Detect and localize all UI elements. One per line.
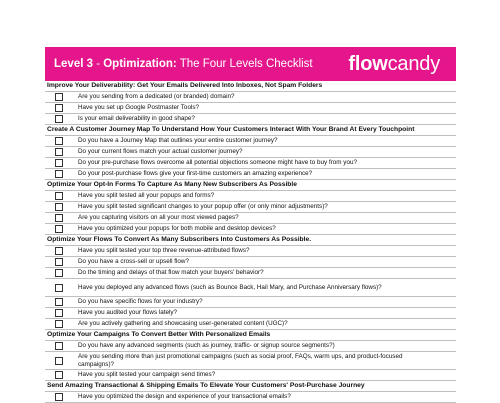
checklist-item-text: Are you sending from a dedicated (or branded) domain? xyxy=(78,93,235,101)
checkbox[interactable] xyxy=(55,258,63,266)
title-separator: - xyxy=(93,58,104,70)
checklist-item xyxy=(45,103,456,114)
logo-flow: flow xyxy=(348,52,388,75)
checklist-item-text: Are you capturing visitors on all your most viewed pages? xyxy=(78,214,239,222)
checklist-item-text: Do you have a cross-sell or upsell flow? xyxy=(78,258,189,266)
section-heading: Optimize Your Opt-In Forms To Capture As Many New Subscribers As Possible xyxy=(45,180,456,191)
checklist-item xyxy=(45,370,456,381)
checkbox[interactable] xyxy=(55,298,63,306)
checklist-item-text: Is your email deliverability in good shape? xyxy=(78,115,195,123)
checklist-item-text: Are you sending more than just promotional campaigns (such as social proof, FAQs, warm ups, and product-focused campaigns)? xyxy=(78,353,403,368)
section-heading: Improve Your Deliverability: Get Your Emails Delivered Into Inboxes, Not Spam Folders xyxy=(45,81,456,92)
checkbox[interactable] xyxy=(55,104,63,112)
section-heading: Create A Customer Journey Map To Understand How Your Customers Interact With Your Brand At Every Touchpoint xyxy=(45,125,456,136)
checklist-item xyxy=(45,191,456,202)
section-heading: Optimize Your Flows To Convert As Many Subscribers Into Customers As Possible. xyxy=(45,235,456,246)
checkbox[interactable] xyxy=(55,137,63,145)
checkbox[interactable] xyxy=(55,170,63,178)
checkbox[interactable] xyxy=(55,93,63,101)
section-heading: Optimize Your Campaigns To Convert Better With Personalized Emails xyxy=(45,330,456,341)
checkbox[interactable] xyxy=(55,148,63,156)
checkbox[interactable] xyxy=(55,309,63,317)
checklist-item xyxy=(45,158,456,169)
flowcandy-logo xyxy=(348,53,440,76)
checklist-item-text: Have you deployed any advanced flows (such as Bounce Back, Hail Mary, and Purchase Anniversary flows)? xyxy=(78,283,382,291)
checklist-item-text: Do your pre-purchase flows overcome all potential objections someone might have to buy from you? xyxy=(78,159,357,167)
checklist-item xyxy=(45,257,456,268)
checkbox[interactable] xyxy=(55,371,63,379)
checklist-item xyxy=(45,341,456,352)
checkbox[interactable] xyxy=(55,247,63,255)
checkbox[interactable] xyxy=(55,342,63,350)
optimization-label: Optimization: xyxy=(103,58,177,70)
checklist-item-text: Have you split tested your campaign send times? xyxy=(78,371,216,379)
checklist-item xyxy=(45,136,456,147)
checklist-item xyxy=(45,279,456,297)
checklist-item xyxy=(45,319,456,330)
checklist-item-text: Have you set up Google Postmaster Tools? xyxy=(78,104,199,112)
checkbox[interactable] xyxy=(55,269,63,277)
checklist-item xyxy=(45,213,456,224)
checklist-item xyxy=(45,92,456,103)
logo-candy: candy xyxy=(387,52,440,75)
checklist-item xyxy=(45,202,456,213)
checkbox[interactable] xyxy=(55,203,63,211)
checklist-item xyxy=(45,114,456,125)
checklist-subtitle: The Four Levels Checklist xyxy=(176,58,313,70)
checklist-item xyxy=(45,297,456,308)
checklist-item-text: Have you optimized the design and experience of your transactional emails? xyxy=(78,393,291,401)
checklist-item-text: Do you have any advanced segments (such as journey, traffic- or signup source segments?) xyxy=(78,342,335,350)
checklist-item xyxy=(45,246,456,257)
checkbox[interactable] xyxy=(55,320,63,328)
section-heading: Send Amazing Transactional & Shipping Emails To Elevate Your Customers' Post-Purchase Journey xyxy=(45,381,456,392)
checklist-item-text: Do your current flows match your actual customer journey? xyxy=(78,148,243,156)
checkbox[interactable] xyxy=(55,225,63,233)
checklist-item xyxy=(45,392,456,403)
checklist-item-text: Are you actively gathering and showcasing user-generated content (UGC)? xyxy=(78,320,288,328)
checklist-item xyxy=(45,268,456,279)
checklist-item-text: Have you optimized your popups for both mobile and desktop devices? xyxy=(78,225,276,233)
level-label: Level 3 xyxy=(54,58,93,70)
checklist-item-text: Do you have a Journey Map that outlines your entire customer journey? xyxy=(78,137,278,145)
checkbox[interactable] xyxy=(55,357,63,365)
checklist-item xyxy=(45,224,456,235)
checkbox[interactable] xyxy=(55,192,63,200)
checkbox[interactable] xyxy=(55,284,63,292)
checklist-item xyxy=(45,147,456,158)
checkbox[interactable] xyxy=(55,214,63,222)
checklist-item-text: Have you audited your flows lately? xyxy=(78,309,178,317)
checklist-item-text: Have you split tested significant changes to your popup offer (or only minor adjustments)? xyxy=(78,203,328,211)
checklist-item xyxy=(45,308,456,319)
checklist-item xyxy=(45,169,456,180)
checklist-content xyxy=(45,81,456,403)
header-banner xyxy=(45,47,456,81)
banner-title xyxy=(54,58,313,70)
checklist-item-text: Do your post-purchase flows give your first-time customers an amazing experience? xyxy=(78,170,313,178)
checklist-item-text: Have you split tested your top three revenue-attributed flows? xyxy=(78,247,250,255)
checklist-item xyxy=(45,352,456,370)
checklist-item-text: Do you have specific flows for your industry? xyxy=(78,298,203,306)
checklist-item-text: Do the timing and delays of that flow match your buyers' behavior? xyxy=(78,269,264,277)
checkbox[interactable] xyxy=(55,159,63,167)
checkbox[interactable] xyxy=(55,115,63,123)
checklist-item-text: Have you split tested all your popups and forms? xyxy=(78,192,215,200)
